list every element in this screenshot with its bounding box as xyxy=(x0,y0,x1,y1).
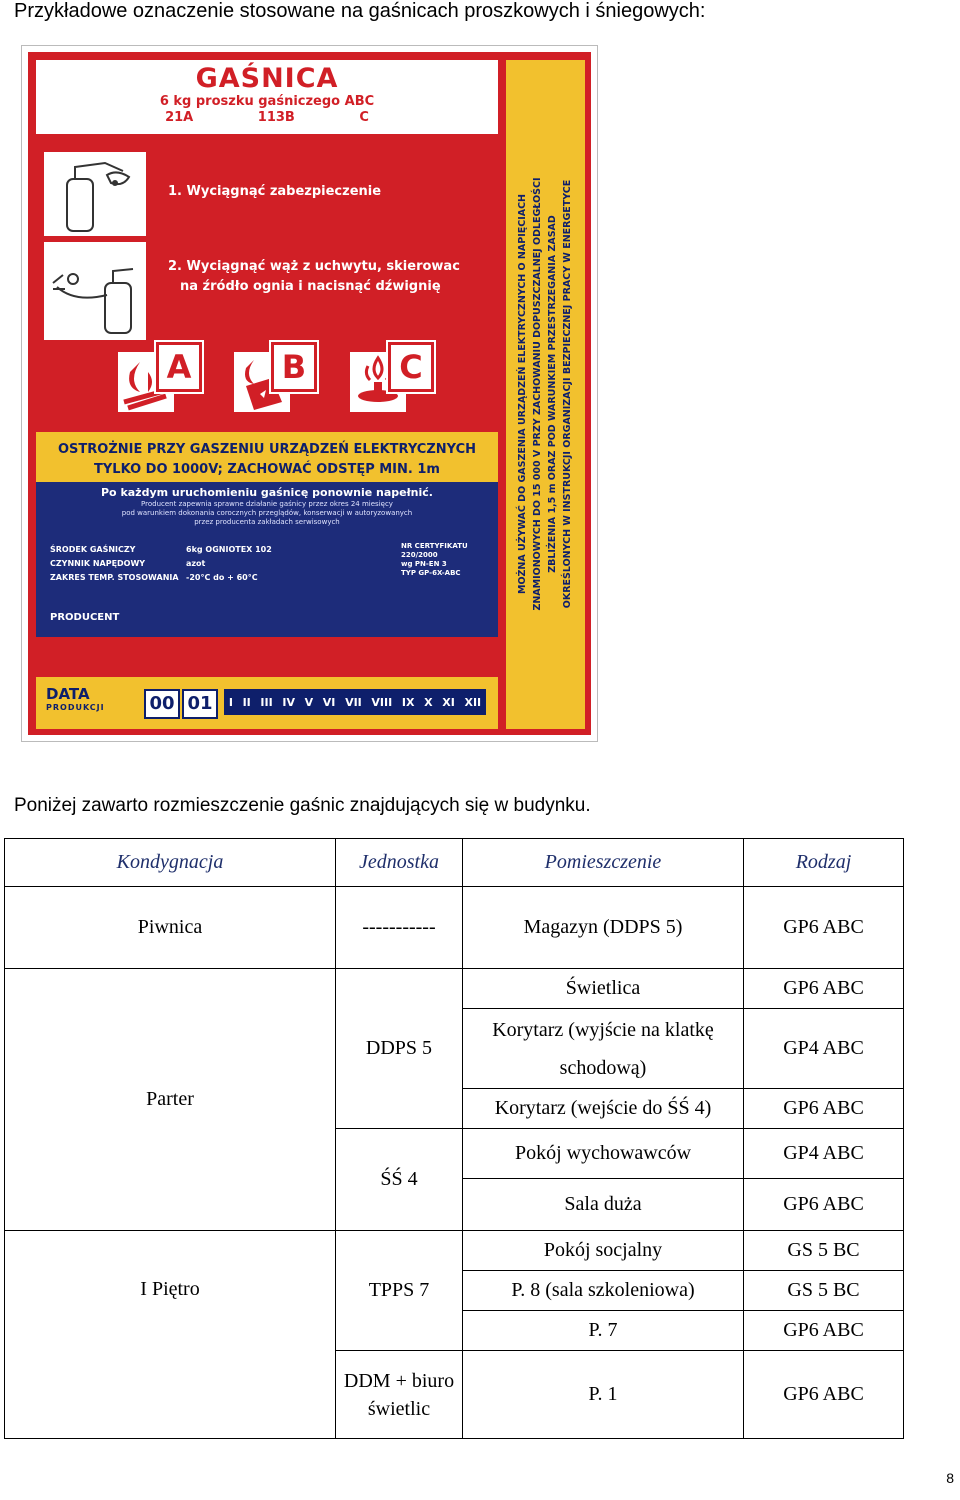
room-cell: Pokój socjalny xyxy=(463,1231,744,1271)
type-cell: GP6 ABC xyxy=(744,969,904,1009)
month-5: V xyxy=(304,695,314,709)
class-c-letter: C xyxy=(388,342,434,392)
unit-cell: DDPS 5 xyxy=(336,969,463,1129)
spec-propellant-key: CZYNNIK NAPĘDOWY xyxy=(50,559,146,568)
floor-cell: Piwnica xyxy=(5,887,336,969)
side-line-2: ZNAMIONOWYCH DO 15 000 V PRZY ZACHOWANIU DOPUSZCZALNEJ ODLEGŁOŚCI xyxy=(532,177,543,611)
room-cell: P. 1 xyxy=(463,1351,744,1439)
month-scale xyxy=(224,689,486,715)
label-title: GAŚNICA xyxy=(195,63,339,94)
header-floor: Kondygnacja xyxy=(5,839,336,887)
month-10: X xyxy=(424,695,433,709)
cert-line-4: TYP GP-6X-ABC xyxy=(401,569,461,577)
month-3: III xyxy=(260,695,273,709)
certificate-block xyxy=(401,542,468,578)
info-note-2: pod warunkiem dokonania corocznych przeglądów, konserwacji w autoryzowanych xyxy=(121,509,413,517)
label-title-box xyxy=(36,60,498,134)
month-8: VIII xyxy=(371,695,393,709)
unit-cell: ----------- xyxy=(336,887,463,969)
date-label-small: PRODUKCJI xyxy=(46,703,105,712)
spec-propellant-value: azot xyxy=(186,559,206,568)
side-line-1: MOŻNA UŻYWAĆ DO GASZENIA URZĄDZEŃ ELEKTRYCZNYCH O NAPIĘCIACH xyxy=(517,193,528,595)
room-cell: Świetlica xyxy=(463,969,744,1009)
year-box-2: 01 xyxy=(182,689,218,719)
cert-line-2: 220/2000 xyxy=(401,551,438,559)
header-type: Rodzaj xyxy=(744,839,904,887)
type-cell: GP6 ABC xyxy=(744,887,904,969)
info-note-3: przez producenta zakładach serwisowych xyxy=(194,518,340,526)
room-cell: Korytarz (wejście do ŚŚ 4) xyxy=(463,1089,744,1129)
room-cell: Magazyn (DDPS 5) xyxy=(463,887,744,969)
label-classes: 21A 113B C xyxy=(165,110,369,125)
intro-text: Przykładowe oznaczenie stosowane na gaśnicach proszkowych i śniegowych: xyxy=(14,0,706,22)
type-cell: GP6 ABC xyxy=(744,1311,904,1351)
floor-cell: Parter xyxy=(5,969,336,1231)
side-warning-strip xyxy=(506,60,585,729)
month-2: II xyxy=(242,695,251,709)
year-box-1: 00 xyxy=(144,689,180,719)
spec-temp-value: -20°C do + 60°C xyxy=(186,573,258,582)
type-cell: GP6 ABC xyxy=(744,1089,904,1129)
type-cell: GP4 ABC xyxy=(744,1009,904,1089)
producer-label: PRODUCENT xyxy=(50,612,120,623)
pull-pin-pictogram xyxy=(44,152,146,236)
step-2-line-1: 2. Wyciągnąć wąż z uchwytu, skierowac xyxy=(168,259,460,274)
side-warning-text xyxy=(515,94,575,694)
unit-cell: ŚŚ 4 xyxy=(336,1129,463,1231)
table-row xyxy=(5,887,904,969)
spec-agent-value: 6kg OGNIOTEX 102 xyxy=(186,545,272,554)
floor-cell: I Piętro xyxy=(5,1231,336,1439)
info-note-1: Producent zapewnia sprawne działanie gaśnicy przez okres 24 miesięcy xyxy=(141,500,393,508)
type-cell: GS 5 BC xyxy=(744,1231,904,1271)
page-number: 8 xyxy=(946,1470,954,1486)
step-2-text xyxy=(168,257,460,297)
month-11: XI xyxy=(442,695,455,709)
production-date-strip xyxy=(36,677,498,729)
type-cell: GS 5 BC xyxy=(744,1271,904,1311)
month-9: IX xyxy=(401,695,415,709)
type-cell: GP6 ABC xyxy=(744,1351,904,1439)
header-room: Pomieszczenie xyxy=(463,839,744,887)
type-cell: GP4 ABC xyxy=(744,1129,904,1179)
table-row xyxy=(5,969,904,1009)
side-line-4: OKREŚLONYCH W INSTRUKCJI ORGANIZACJI BEZPIECZNEJ PRACY W ENERGETYCE xyxy=(562,179,573,609)
class-a-letter: A xyxy=(156,342,202,392)
room-cell: Korytarz (wyjście na klatkę schodową) xyxy=(463,1009,744,1089)
step-2-line-2: na źródło ognia i nacisnąć dźwignię xyxy=(180,279,441,294)
room-cell: Pokój wychowawców xyxy=(463,1129,744,1179)
room-cell: P. 7 xyxy=(463,1311,744,1351)
date-label-main: DATA xyxy=(46,685,90,703)
class-b-letter: B xyxy=(271,342,317,392)
room-cell: Sala duża xyxy=(463,1179,744,1231)
spec-agent-key: ŚRODEK GAŚNICZY xyxy=(50,545,136,554)
date-label xyxy=(46,687,105,715)
extinguisher-label xyxy=(22,46,597,741)
warning-line-1: OSTROŻNIE PRZY GASZENIU URZĄDZEŃ ELEKTRYCZNYCH xyxy=(57,442,476,457)
unit-cell: TPPS 7 xyxy=(336,1231,463,1351)
room-cell: P. 8 (sala szkoleniowa) xyxy=(463,1271,744,1311)
header-unit: Jednostka xyxy=(336,839,463,887)
cert-line-1: NR CERTYFIKATU xyxy=(401,542,468,550)
table-row xyxy=(5,1231,904,1271)
month-12: XII xyxy=(464,695,482,709)
extinguisher-distribution-table xyxy=(4,838,904,1439)
side-line-3: ZBLIŻENIA 1,5 m ORAZ POD WARUNKIEM PRZESTRZEGANIA ZASAD xyxy=(547,215,558,573)
month-6: VI xyxy=(322,695,336,709)
unit-cell: DDM + biuro świetlic xyxy=(336,1351,463,1439)
month-1: I xyxy=(228,695,233,709)
month-7: VII xyxy=(345,695,362,709)
label-subtitle: 6 kg proszku gaśniczego ABC xyxy=(159,94,375,109)
aim-hose-pictogram xyxy=(44,242,146,340)
cert-line-3: wg PN-EN 3 xyxy=(401,560,447,568)
table-header-row xyxy=(5,839,904,887)
type-cell: GP6 ABC xyxy=(744,1179,904,1231)
table-intro-paragraph: Poniżej zawarto rozmieszczenie gaśnic znajdujących się w budynku. xyxy=(14,795,591,816)
step-1-text: 1. Wyciągnąć zabezpieczenie xyxy=(168,184,382,199)
info-head: Po każdym uruchomieniu gaśnicę ponownie napełnić. xyxy=(101,486,433,499)
month-4: IV xyxy=(282,695,295,709)
warning-line-2: TYLKO DO 1000V; ZACHOWAĆ ODSTĘP MIN. 1m xyxy=(94,462,440,477)
spec-temp-key: ZAKRES TEMP. STOSOWANIA xyxy=(50,573,179,582)
